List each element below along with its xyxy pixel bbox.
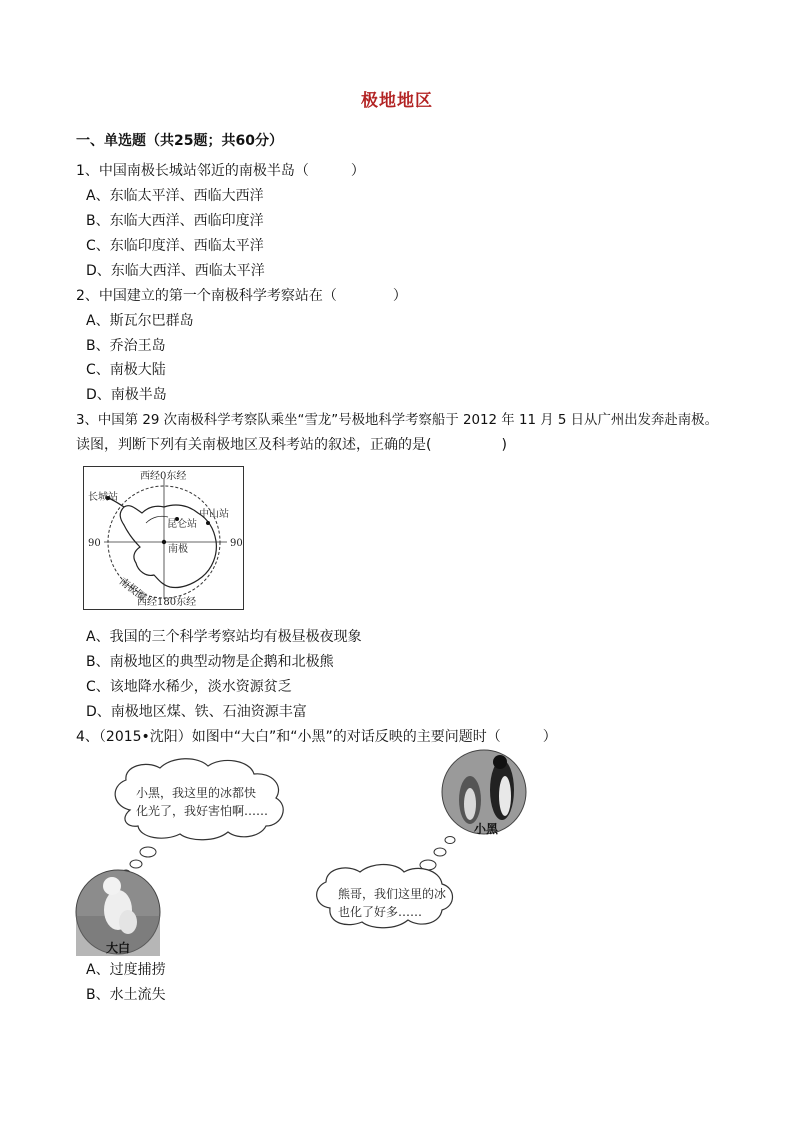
map-label-zhongshan: 中山站 bbox=[199, 509, 229, 520]
penguin-label: 小黑 bbox=[474, 822, 499, 836]
question-1-option-d: D、东临大西洋、西临太平洋 bbox=[86, 263, 265, 279]
antarctica-map bbox=[83, 466, 244, 610]
question-3-stem-line-1: 3、中国第 29 次南极科学考察队乘坐“雪龙”号极地科学考察船于 2012 年 11 月 5 日从广州出发奔赴南极。 bbox=[76, 413, 718, 428]
map-label-top: 西经0东经 bbox=[140, 471, 187, 482]
page-title: 极地地区 bbox=[361, 91, 433, 111]
question-3-option-a: A、我国的三个科学考察站均有极昼极夜现象 bbox=[86, 629, 362, 645]
section-heading: 一、单选题（共25题；共60分） bbox=[76, 133, 283, 149]
bubble-left-line-2: 化光了，我好害怕啊…… bbox=[136, 804, 269, 818]
question-4-stem: 4、（2015•沈阳）如图中“大白”和“小黑”的对话反映的主要问题时（ ） bbox=[76, 729, 557, 745]
map-label-west-90: 90 bbox=[88, 538, 101, 549]
question-1-option-b: B、东临大西洋、西临印度洋 bbox=[86, 213, 264, 229]
dialogue-illustration bbox=[0, 740, 794, 960]
question-3-stem-line-2: 读图，判断下列有关南极地区及科考站的叙述，正确的是( ) bbox=[76, 437, 507, 453]
question-2-stem: 2、中国建立的第一个南极科学考察站在（ ） bbox=[76, 288, 407, 304]
map-label-changcheng: 长城站 bbox=[88, 492, 118, 503]
question-3-option-d: D、南极地区煤、铁、石油资源丰富 bbox=[86, 704, 307, 720]
question-1-option-a: A、东临太平洋、西临大西洋 bbox=[86, 188, 264, 204]
question-4-option-b: B、水土流失 bbox=[86, 987, 166, 1003]
question-2-option-a: A、斯瓦尔巴群岛 bbox=[86, 313, 194, 329]
question-2-option-c: C、南极大陆 bbox=[86, 362, 166, 378]
question-3-option-c: C、该地降水稀少，淡水资源贫乏 bbox=[86, 679, 292, 695]
bubble-left-line-1: 小黑，我这里的冰都快 bbox=[136, 786, 257, 800]
bubble-right-line-1: 熊哥，我们这里的冰 bbox=[338, 887, 447, 901]
question-1-option-c: C、东临印度洋、西临太平洋 bbox=[86, 238, 264, 254]
question-3-option-b: B、南极地区的典型动物是企鹅和北极熊 bbox=[86, 654, 334, 670]
question-2-option-b: B、乔治王岛 bbox=[86, 338, 166, 354]
map-label-bottom: 西经180东经 bbox=[137, 597, 197, 608]
map-label-south-pole: 南极 bbox=[168, 544, 188, 555]
bear-label: 大白 bbox=[106, 941, 131, 955]
question-2-option-d: D、南极半岛 bbox=[86, 387, 167, 403]
map-label-east-90: 90 bbox=[230, 538, 243, 549]
bubble-right-line-2: 也化了好多…… bbox=[338, 905, 423, 919]
map-label-kunlun: 昆仑站 bbox=[167, 519, 197, 530]
question-4-option-a: A、过度捕捞 bbox=[86, 962, 166, 978]
map-label-antarctic-circle: 南极圈 bbox=[116, 576, 148, 604]
question-1-stem: 1、中国南极长城站邻近的南极半岛（ ） bbox=[76, 163, 365, 179]
